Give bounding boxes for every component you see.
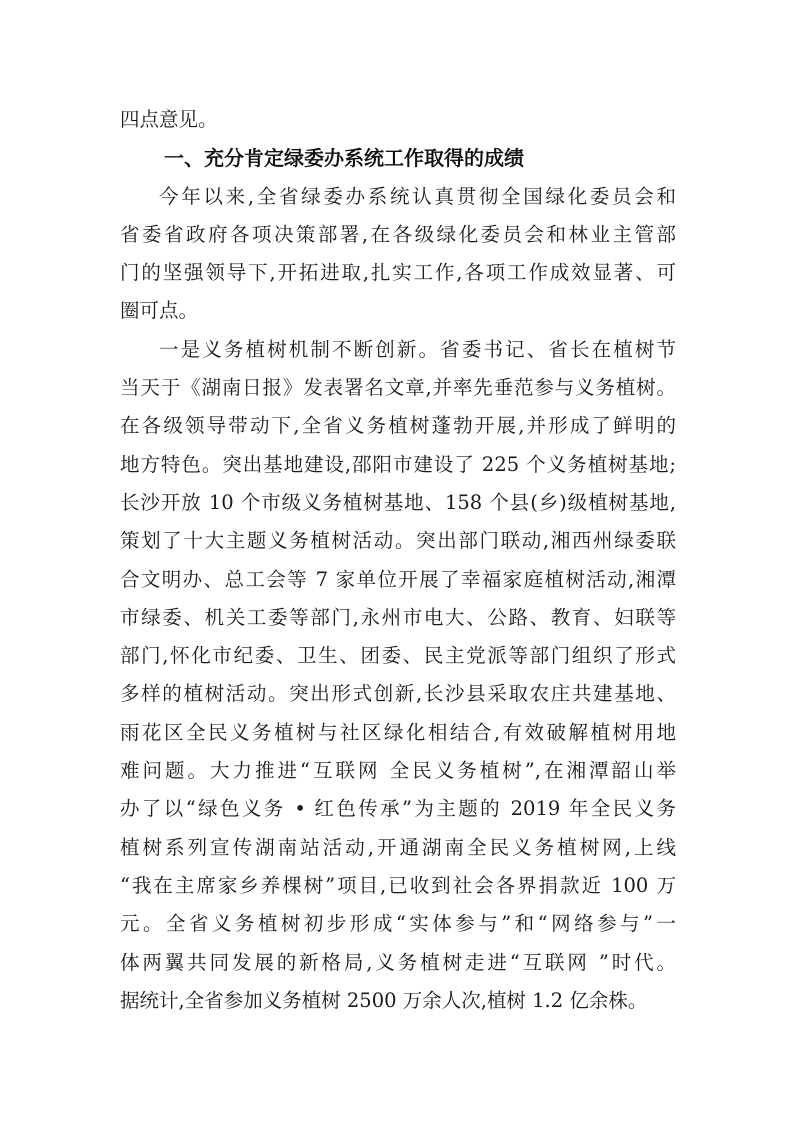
paragraph-line: 多样的植树活动。突出形式创新,长沙县采取农庄共建基地、 xyxy=(120,682,676,706)
document-page xyxy=(120,101,676,1020)
paragraph-line: 元。全省义务植树初步形成“实体参与”和“网络参与”一 xyxy=(120,912,676,936)
paragraph-line: 省委省政府各项决策部署,在各级绿化委员会和林业主管部 xyxy=(120,222,676,246)
paragraph-line: 长沙开放 10 个市级义务植树基地、158 个县(乡)级植树基地, xyxy=(120,490,676,514)
paragraph-2 xyxy=(120,331,676,1020)
paragraph-line: 市绿委、机关工委等部门,永州市电大、公路、教育、妇联等 xyxy=(120,605,676,629)
paragraph-line: 植树系列宣传湖南站活动,开通湖南全民义务植树网,上线 xyxy=(120,835,676,859)
paragraph-line: 一是义务植树机制不断创新。省委书记、省长在植树节 xyxy=(159,337,676,361)
paragraph-line: 圈可点。 xyxy=(120,299,199,323)
paragraph-line: 部门,怀化市纪委、卫生、团委、民主党派等部门组织了形式 xyxy=(120,644,676,668)
paragraph-line: 据统计,全省参加义务植树 2500 万余人次,植树 1.2 亿余株。 xyxy=(120,988,648,1012)
paragraph-line: 今年以来,全省绿委办系统认真贯彻全国绿化委员会和 xyxy=(159,184,676,208)
paragraph-line: 体两翼共同发展的新格局,义务植树走进“互联网 ”时代。 xyxy=(120,950,676,974)
paragraph-line: 地方特色。突出基地建设,邵阳市建设了 225 个义务植树基地; xyxy=(120,452,676,476)
paragraph-1 xyxy=(120,178,676,331)
paragraph-line: 雨花区全民义务植树与社区绿化相结合,有效破解植树用地 xyxy=(120,720,676,744)
paragraph-line: “我在主席家乡养棵树”项目,已收到社会各界捐款近 100 万 xyxy=(120,873,676,897)
paragraph-line: 当天于《湖南日报》发表署名文章,并率先垂范参与义务植树。 xyxy=(120,376,676,400)
paragraph-line: 在各级领导带动下,全省义务植树蓬勃开展,并形成了鲜明的 xyxy=(120,414,676,438)
section-heading: 一、充分肯定绿委办系统工作取得的成绩 xyxy=(164,146,524,171)
paragraph-line: 合文明办、总工会等 7 家单位开展了幸福家庭植树活动,湘潭 xyxy=(120,567,676,591)
intro-tail-line: 四点意见。 xyxy=(120,108,218,131)
paragraph-line: 办了以“绿色义务 • 红色传承”为主题的 2019 年全民义务 xyxy=(120,797,676,821)
paragraph-line: 难问题。大力推进“互联网 全民义务植树”,在湘潭韶山举 xyxy=(120,759,676,783)
paragraph-line: 门的坚强领导下,开拓进取,扎实工作,各项工作成效显著、可 xyxy=(120,261,676,285)
paragraph-line: 策划了十大主题义务植树活动。突出部门联动,湘西州绿委联 xyxy=(120,529,676,553)
